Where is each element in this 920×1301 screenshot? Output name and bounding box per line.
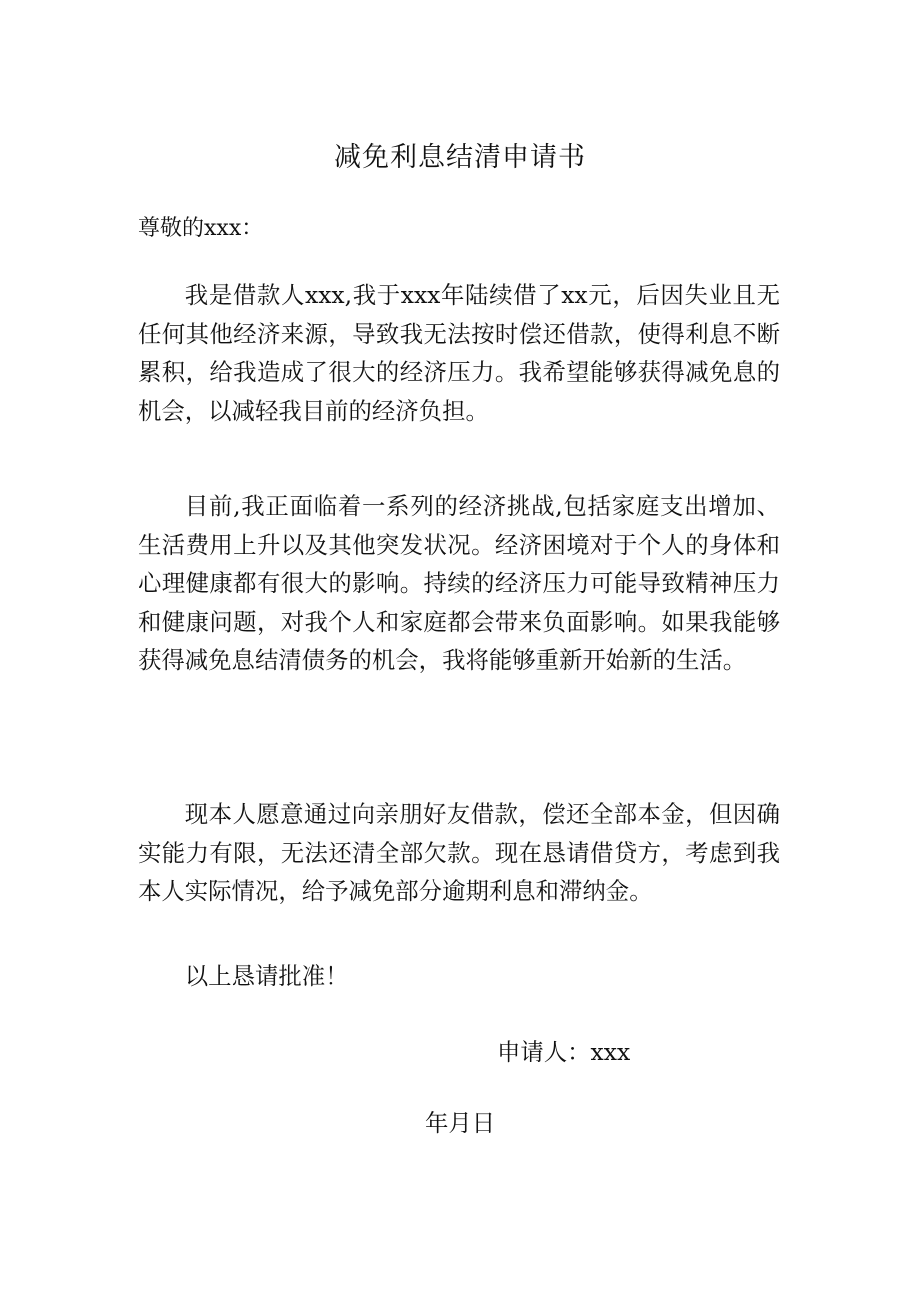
document-title: 减免利息结清申请书 bbox=[334, 142, 586, 173]
salutation: 尊敬的xxx： bbox=[138, 216, 264, 241]
paragraph-financial-challenges: 目前,我正面临着一系列的经济挑战,包括家庭支出增加、生活费用上升以及其他突发状况。经济困境对于个人的身体和心理健康都有很大的影响。持续的经济压力可能导致精神压力和健康问题，对我个人和家庭都会带来负面影响。如果我能够获得减免息结清债务的机会，我将能够重新开始新的生活。 bbox=[138, 492, 780, 674]
applicant-signature: 申请人：xxx bbox=[497, 1038, 631, 1066]
paragraph-unemployment: 我是借款人xxx,我于xxx年陆续借了xx元，后因失业且无任何其他经济来源，导致我无法按时偿还借款，使得利息不断累积，给我造成了很大的经济压力。我希望能够获得减免息的机会，以减轻我目前的经济负担。 bbox=[138, 281, 780, 425]
date-line: 年月日 bbox=[425, 1109, 496, 1137]
paragraph-repayment-request: 现本人愿意通过向亲朋好友借款，偿还全部本金，但因确实能力有限，无法还清全部欠款。现在恳请借贷方，考虑到我本人实际情况，给予减免部分逾期利息和滞纳金。 bbox=[138, 800, 780, 905]
paragraph-closing: 以上恳请批准！ bbox=[184, 962, 349, 990]
